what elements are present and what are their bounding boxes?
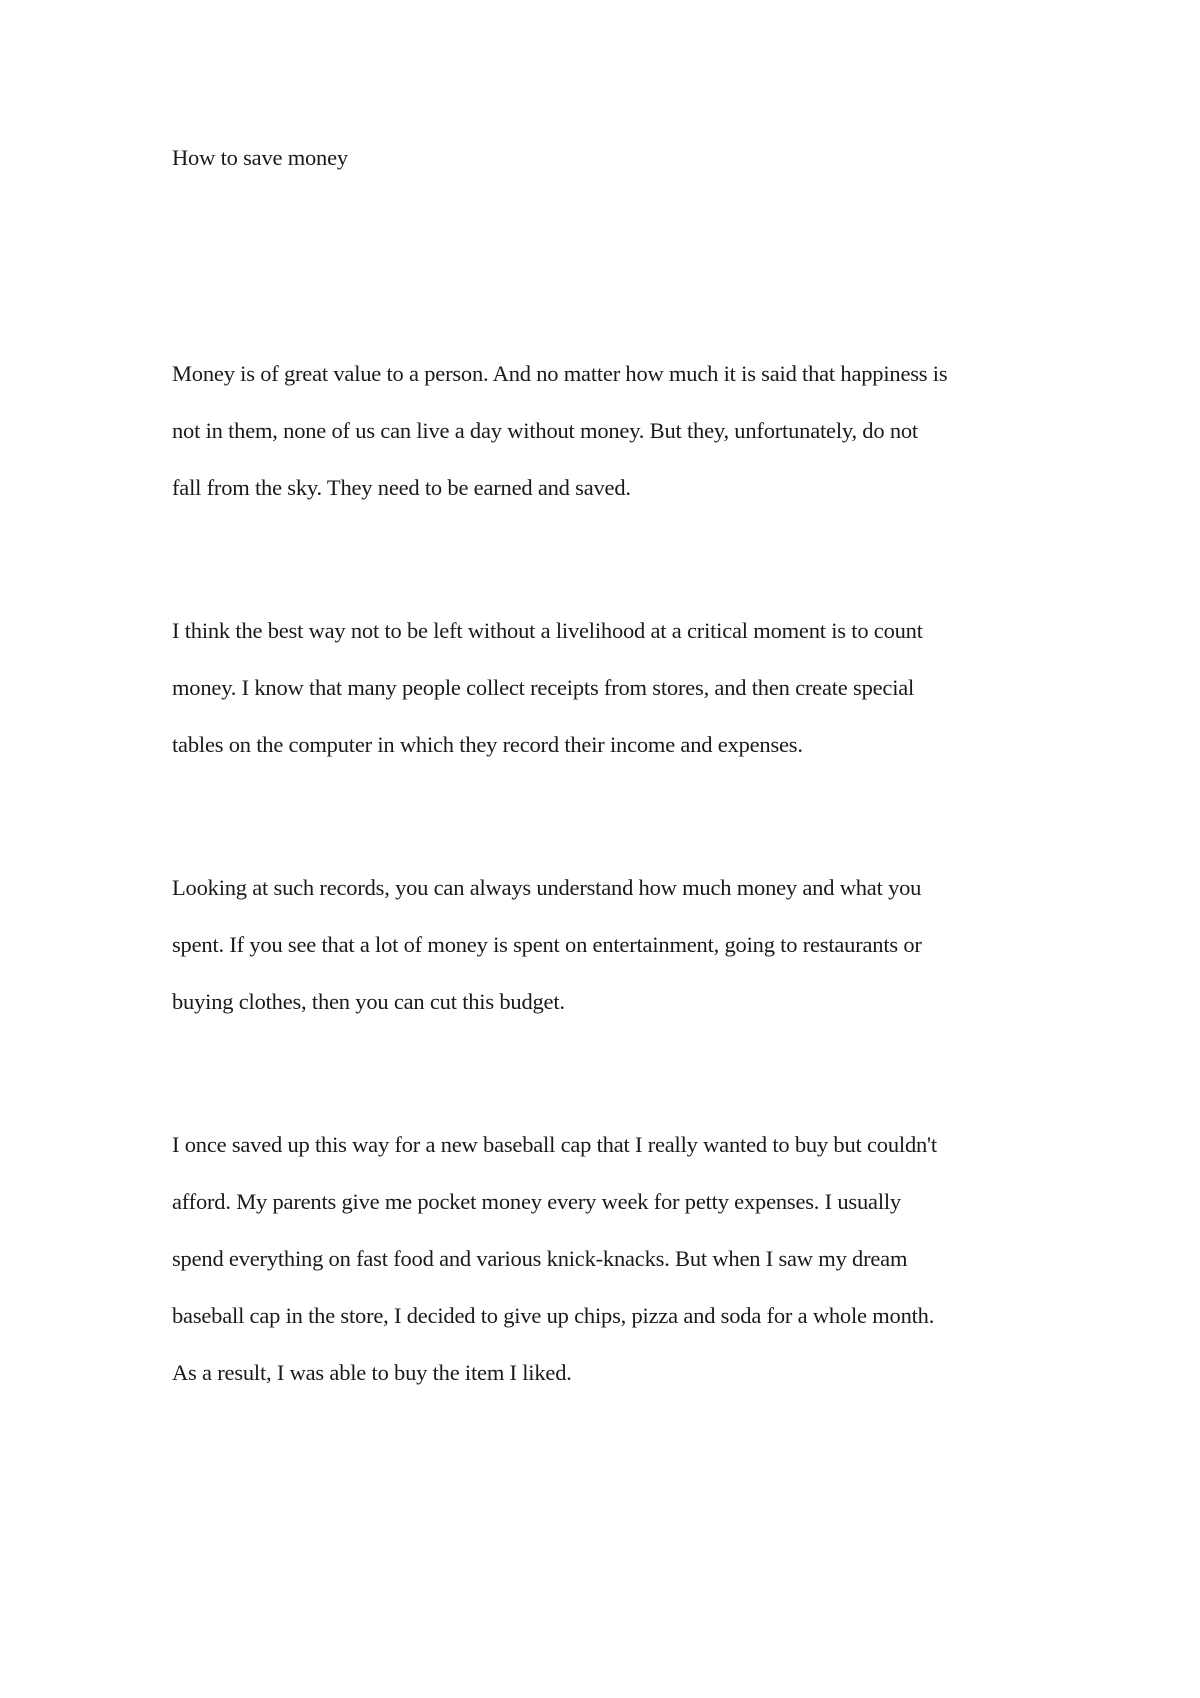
text-line: money. I know that many people collect receipts from stores, and then create special <box>172 675 915 700</box>
paragraph-1 <box>172 360 1052 531</box>
text-line: fall from the sky. They need to be earned and saved. <box>172 475 631 500</box>
text-line: I once saved up this way for a new baseball cap that I really wanted to buy but couldn't <box>172 1132 937 1157</box>
text-line: spend everything on fast food and various knick-knacks. But when I saw my dream <box>172 1246 908 1271</box>
text-line: not in them, none of us can live a day without money. But they, unfortunately, do not <box>172 418 918 443</box>
text-line: I think the best way not to be left without a livelihood at a critical moment is to count <box>172 618 923 643</box>
text-line: buying clothes, then you can cut this budget. <box>172 989 565 1014</box>
paragraph-4 <box>172 1131 1052 1416</box>
text-line: afford. My parents give me pocket money every week for petty expenses. I usually <box>172 1189 901 1214</box>
text-line: Money is of great value to a person. And no matter how much it is said that happiness is <box>172 361 948 386</box>
paragraph-2 <box>172 617 1052 788</box>
text-line: Looking at such records, you can always understand how much money and what you <box>172 875 922 900</box>
text-line: baseball cap in the store, I decided to give up chips, pizza and soda for a whole month. <box>172 1303 935 1328</box>
paragraph-3 <box>172 874 1052 1045</box>
text-line: tables on the computer in which they record their income and expenses. <box>172 732 803 757</box>
document-title: How to save money <box>172 145 348 170</box>
text-line: As a result, I was able to buy the item I liked. <box>172 1360 572 1385</box>
text-line: spent. If you see that a lot of money is spent on entertainment, going to restaurants or <box>172 932 922 957</box>
